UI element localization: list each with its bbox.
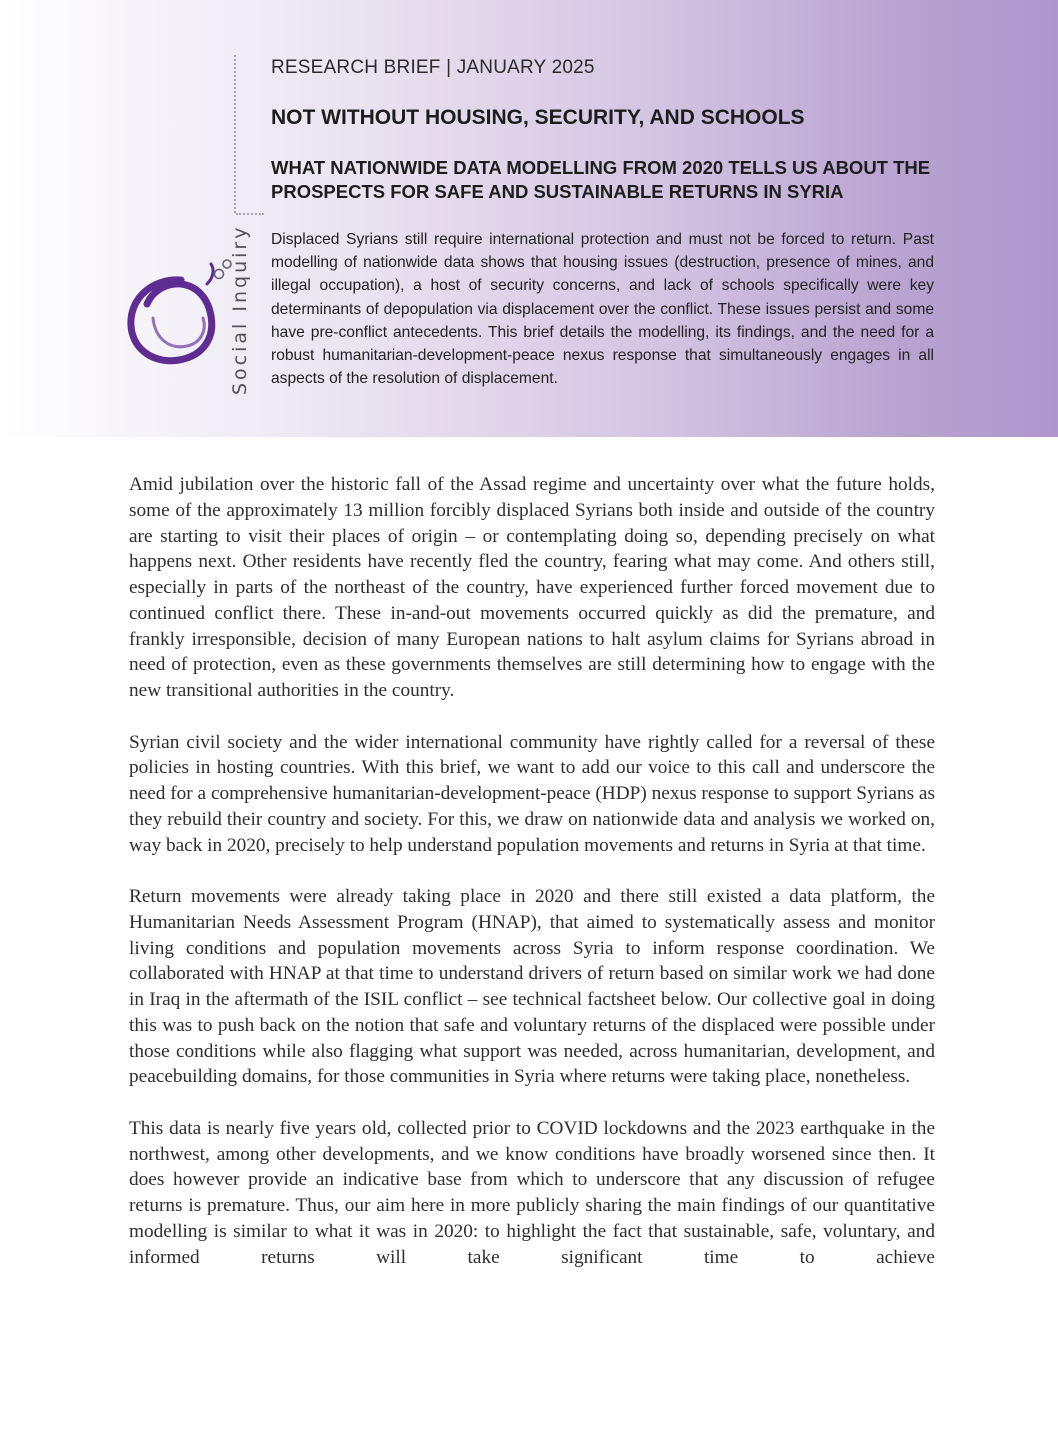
body-content: [129, 472, 935, 1296]
dotted-divider-vertical: [234, 55, 236, 213]
summary-text: Displaced Syrians still require international protection and must not be forced to return. Past modelling of nationwide data shows that housing issues (destruction, presence of mines, and illegal occupation), a host of security concerns, and lack of schools specifically were key determinants of depopulation via displacement over the conflict. These issues persist and some have pre-conflict antecedents. This brief details the modelling, its findings, and the need for a robust humanitarian-development-peace nexus response that simultaneously engages in all aspects of the resolution of displacement.: [271, 231, 934, 388]
page-subtitle: WHAT NATIONWIDE DATA MODELLING FROM 2020 TELLS US ABOUT THE PROSPECTS FOR SAFE AND SUSTAINABLE RETURNS IN SYRIA: [271, 157, 931, 202]
brief-kicker: RESEARCH BRIEF | JANUARY 2025: [271, 57, 595, 78]
body-paragraph: Return movements were already taking place in 2020 and there still existed a data platform, the Humanitarian Needs Assessment Program (HNAP), that aimed to systematically assess and monitor living conditions and population movements across Syria to inform response coordination. We collaborated with HNAP at that time to understand drivers of return based on similar work we had done in Iraq in the aftermath of the ISIL conflict – see technical factsheet below. Our collective goal in doing this was to push back on the notion that safe and voluntary returns of the displaced were possible under those conditions while also flagging what support was needed, across humanitarian, development, and peacebuilding domains, for those communities in Syria where returns were taking place, nonetheless.: [129, 886, 935, 1088]
body-paragraph: This data is nearly five years old, collected prior to COVID lockdowns and the 2023 earthquake in the northwest, among other developments, and we know conditions have broadly worsened since then. It does however provide an indicative base from which to underscore that any discussion of refugee returns is premature. Thus, our aim here in more publicly sharing the main findings of our quantitative modelling is similar to what it was in 2020: to highlight the fact that sustainable, safe, voluntary, and informed returns will take significant time to achieve: [129, 1117, 935, 1268]
q-circle-logo-icon: [123, 226, 243, 396]
dotted-divider-horizontal: [236, 213, 264, 215]
header-banner: [0, 0, 1058, 437]
body-paragraph: Syrian civil society and the wider international community have rightly called for a reversal of these policies in hosting countries. With this brief, we want to add our voice to this call and underscore the need for a comprehensive humanitarian-development-peace (HDP) nexus response to support Syrians as they rebuild their country and society. For this, we draw on nationwide data and analysis we worked on, way back in 2020, precisely to help understand population movements and returns in Syria at that time.: [129, 731, 935, 856]
logo-wordmark: Social Inquiry: [229, 224, 251, 395]
page-title: NOT WITHOUT HOUSING, SECURITY, AND SCHOOLS: [271, 106, 805, 129]
body-paragraph: Amid jubilation over the historic fall of the Assad regime and uncertainty over what the future holds, some of the approximately 13 million forcibly displaced Syrians both inside and outside of the country are starting to visit their places of origin – or contemplating doing so, depending precisely on what happens next. Other residents have recently fled the country, fearing what may come. And others still, especially in parts of the northeast of the country, have experienced further forced movement due to continued conflict there. These in-and-out movements occurred quickly as did the premature, and frankly irresponsible, decision of many European nations to halt asylum claims for Syrians abroad in need of protection, even as these governments themselves are still determining how to engage with the new transitional authorities in the country.: [129, 474, 935, 701]
